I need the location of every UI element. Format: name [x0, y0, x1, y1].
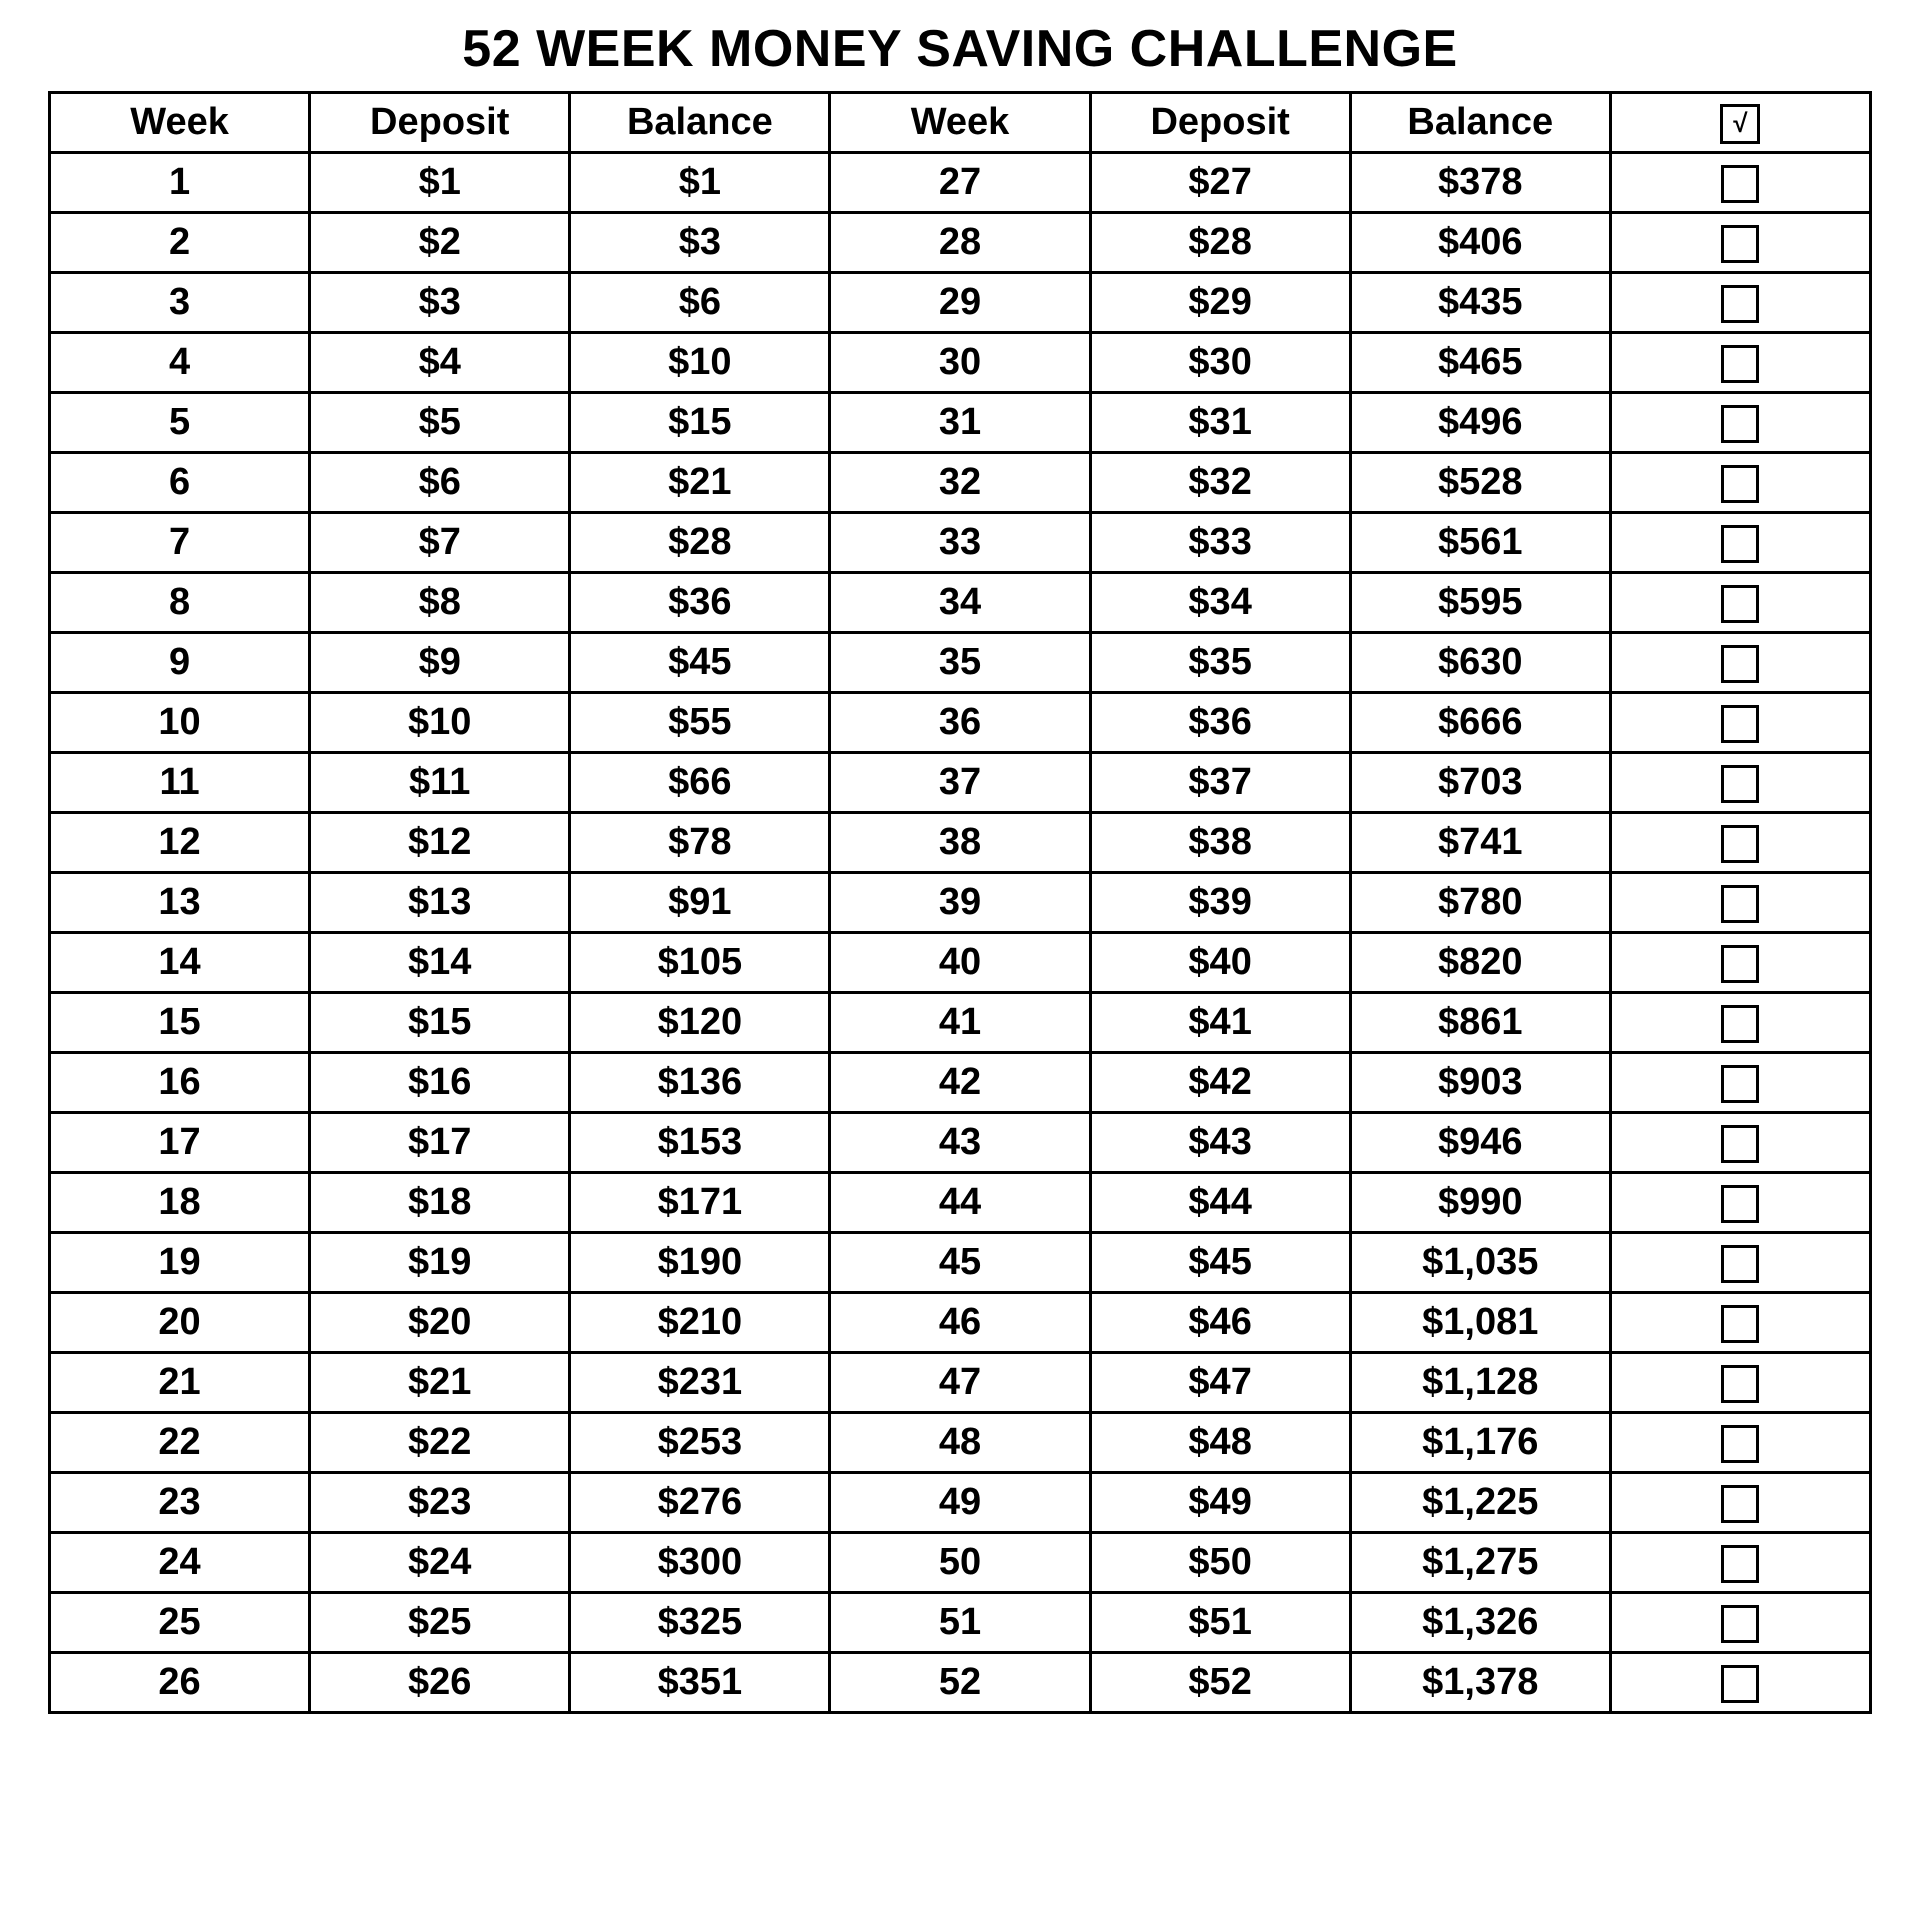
cell-week-2: 32 [830, 452, 1090, 512]
cell-balance-2: $861 [1350, 992, 1610, 1052]
cell-deposit-1: $24 [310, 1532, 570, 1592]
table-row [50, 272, 1871, 332]
cell-week-2: 31 [830, 392, 1090, 452]
cell-check[interactable] [1610, 1352, 1870, 1412]
table-row [50, 1472, 1871, 1532]
cell-week-1: 16 [50, 1052, 310, 1112]
cell-deposit-1: $14 [310, 932, 570, 992]
cell-balance-2: $741 [1350, 812, 1610, 872]
cell-balance-2: $1,225 [1350, 1472, 1610, 1532]
header-deposit-2: Deposit [1090, 92, 1350, 152]
cell-deposit-1: $2 [310, 212, 570, 272]
checkbox-icon[interactable] [1721, 465, 1759, 503]
cell-week-1: 12 [50, 812, 310, 872]
cell-week-1: 26 [50, 1652, 310, 1712]
cell-deposit-2: $51 [1090, 1592, 1350, 1652]
cell-check[interactable] [1610, 752, 1870, 812]
cell-deposit-1: $8 [310, 572, 570, 632]
table-row [50, 1112, 1871, 1172]
cell-check[interactable] [1610, 1112, 1870, 1172]
cell-balance-2: $1,275 [1350, 1532, 1610, 1592]
cell-balance-2: $1,035 [1350, 1232, 1610, 1292]
table-row [50, 632, 1871, 692]
cell-deposit-1: $4 [310, 332, 570, 392]
checkbox-icon[interactable] [1721, 1125, 1759, 1163]
cell-balance-2: $1,081 [1350, 1292, 1610, 1352]
cell-deposit-2: $29 [1090, 272, 1350, 332]
checkbox-icon[interactable] [1721, 285, 1759, 323]
cell-deposit-2: $52 [1090, 1652, 1350, 1712]
header-week-2: Week [830, 92, 1090, 152]
cell-week-2: 36 [830, 692, 1090, 752]
cell-balance-2: $1,326 [1350, 1592, 1610, 1652]
cell-check[interactable] [1610, 932, 1870, 992]
cell-deposit-1: $19 [310, 1232, 570, 1292]
cell-balance-2: $1,378 [1350, 1652, 1610, 1712]
cell-check[interactable] [1610, 1172, 1870, 1232]
checkbox-icon[interactable] [1721, 1065, 1759, 1103]
cell-deposit-1: $17 [310, 1112, 570, 1172]
cell-check[interactable] [1610, 1652, 1870, 1712]
cell-week-1: 8 [50, 572, 310, 632]
table-row [50, 1172, 1871, 1232]
cell-balance-2: $528 [1350, 452, 1610, 512]
cell-check[interactable] [1610, 872, 1870, 932]
cell-deposit-1: $7 [310, 512, 570, 572]
header-balance-1: Balance [570, 92, 830, 152]
table-row [50, 1652, 1871, 1712]
table-row [50, 1292, 1871, 1352]
cell-week-2: 27 [830, 152, 1090, 212]
cell-check[interactable] [1610, 1292, 1870, 1352]
cell-week-1: 5 [50, 392, 310, 452]
table-row [50, 1532, 1871, 1592]
cell-week-1: 1 [50, 152, 310, 212]
cell-week-2: 50 [830, 1532, 1090, 1592]
cell-deposit-2: $37 [1090, 752, 1350, 812]
cell-week-2: 46 [830, 1292, 1090, 1352]
table-row [50, 572, 1871, 632]
cell-deposit-2: $40 [1090, 932, 1350, 992]
table-row [50, 932, 1871, 992]
checkbox-icon[interactable] [1721, 645, 1759, 683]
cell-balance-1: $210 [570, 1292, 830, 1352]
cell-deposit-2: $35 [1090, 632, 1350, 692]
cell-deposit-1: $16 [310, 1052, 570, 1112]
checkbox-icon[interactable] [1721, 525, 1759, 563]
checkbox-icon[interactable] [1721, 225, 1759, 263]
cell-week-1: 23 [50, 1472, 310, 1532]
cell-week-1: 4 [50, 332, 310, 392]
table-row [50, 692, 1871, 752]
cell-deposit-1: $21 [310, 1352, 570, 1412]
cell-deposit-2: $42 [1090, 1052, 1350, 1112]
cell-check[interactable] [1610, 512, 1870, 572]
cell-week-1: 25 [50, 1592, 310, 1652]
cell-week-2: 28 [830, 212, 1090, 272]
cell-deposit-2: $31 [1090, 392, 1350, 452]
cell-balance-2: $780 [1350, 872, 1610, 932]
cell-deposit-2: $39 [1090, 872, 1350, 932]
cell-deposit-1: $1 [310, 152, 570, 212]
cell-week-2: 34 [830, 572, 1090, 632]
cell-week-2: 39 [830, 872, 1090, 932]
cell-week-2: 35 [830, 632, 1090, 692]
cell-balance-2: $820 [1350, 932, 1610, 992]
checkbox-icon[interactable] [1721, 825, 1759, 863]
cell-balance-2: $595 [1350, 572, 1610, 632]
cell-balance-2: $703 [1350, 752, 1610, 812]
cell-deposit-2: $49 [1090, 1472, 1350, 1532]
cell-check[interactable] [1610, 452, 1870, 512]
cell-deposit-2: $38 [1090, 812, 1350, 872]
checkbox-icon[interactable] [1721, 345, 1759, 383]
cell-check[interactable] [1610, 572, 1870, 632]
cell-balance-1: $136 [570, 1052, 830, 1112]
cell-check[interactable] [1610, 392, 1870, 452]
checkbox-icon[interactable] [1721, 945, 1759, 983]
checkbox-icon[interactable] [1721, 1605, 1759, 1643]
cell-week-1: 20 [50, 1292, 310, 1352]
cell-week-2: 33 [830, 512, 1090, 572]
cell-deposit-2: $46 [1090, 1292, 1350, 1352]
cell-week-2: 49 [830, 1472, 1090, 1532]
cell-week-2: 48 [830, 1412, 1090, 1472]
cell-week-1: 3 [50, 272, 310, 332]
cell-week-2: 41 [830, 992, 1090, 1052]
checkbox-icon[interactable] [1721, 885, 1759, 923]
cell-deposit-2: $34 [1090, 572, 1350, 632]
cell-week-1: 19 [50, 1232, 310, 1292]
table-row [50, 1352, 1871, 1412]
cell-balance-1: $153 [570, 1112, 830, 1172]
table-row [50, 512, 1871, 572]
cell-balance-1: $276 [570, 1472, 830, 1532]
cell-deposit-2: $45 [1090, 1232, 1350, 1292]
cell-deposit-2: $36 [1090, 692, 1350, 752]
cell-balance-1: $10 [570, 332, 830, 392]
checkmark-icon: √ [1720, 104, 1760, 144]
cell-balance-1: $66 [570, 752, 830, 812]
cell-week-1: 9 [50, 632, 310, 692]
cell-balance-1: $78 [570, 812, 830, 872]
table-header [50, 92, 1871, 152]
cell-balance-1: $15 [570, 392, 830, 452]
cell-balance-2: $465 [1350, 332, 1610, 392]
header-balance-2: Balance [1350, 92, 1610, 152]
cell-deposit-1: $20 [310, 1292, 570, 1352]
cell-week-1: 24 [50, 1532, 310, 1592]
cell-balance-2: $561 [1350, 512, 1610, 572]
cell-deposit-1: $6 [310, 452, 570, 512]
cell-check[interactable] [1610, 1472, 1870, 1532]
cell-week-2: 30 [830, 332, 1090, 392]
checkbox-icon[interactable] [1721, 1365, 1759, 1403]
checkbox-icon[interactable] [1721, 1485, 1759, 1523]
table-row [50, 992, 1871, 1052]
checkbox-icon[interactable] [1721, 1245, 1759, 1283]
cell-balance-1: $351 [570, 1652, 830, 1712]
cell-deposit-1: $12 [310, 812, 570, 872]
cell-balance-1: $28 [570, 512, 830, 572]
cell-week-1: 10 [50, 692, 310, 752]
cell-balance-2: $666 [1350, 692, 1610, 752]
cell-balance-1: $253 [570, 1412, 830, 1472]
cell-deposit-2: $30 [1090, 332, 1350, 392]
cell-check[interactable] [1610, 632, 1870, 692]
cell-balance-1: $300 [570, 1532, 830, 1592]
table-row [50, 872, 1871, 932]
cell-balance-2: $406 [1350, 212, 1610, 272]
checkbox-icon[interactable] [1721, 1185, 1759, 1223]
checkbox-icon[interactable] [1721, 1425, 1759, 1463]
cell-deposit-1: $5 [310, 392, 570, 452]
cell-balance-1: $36 [570, 572, 830, 632]
cell-balance-2: $1,128 [1350, 1352, 1610, 1412]
cell-balance-2: $378 [1350, 152, 1610, 212]
savings-table [48, 91, 1872, 1714]
header-check [1610, 92, 1870, 152]
cell-balance-2: $1,176 [1350, 1412, 1610, 1472]
cell-week-1: 6 [50, 452, 310, 512]
cell-week-2: 43 [830, 1112, 1090, 1172]
cell-deposit-1: $15 [310, 992, 570, 1052]
cell-deposit-2: $50 [1090, 1532, 1350, 1592]
cell-balance-2: $630 [1350, 632, 1610, 692]
page-title: 52 WEEK MONEY SAVING CHALLENGE [462, 20, 1458, 78]
cell-deposit-2: $43 [1090, 1112, 1350, 1172]
cell-deposit-2: $27 [1090, 152, 1350, 212]
table-row [50, 1232, 1871, 1292]
checkbox-icon[interactable] [1721, 1665, 1759, 1703]
table-row [50, 812, 1871, 872]
cell-deposit-1: $22 [310, 1412, 570, 1472]
cell-check[interactable] [1610, 272, 1870, 332]
checkbox-icon[interactable] [1721, 1545, 1759, 1583]
cell-deposit-2: $48 [1090, 1412, 1350, 1472]
checkbox-icon[interactable] [1721, 765, 1759, 803]
cell-balance-2: $496 [1350, 392, 1610, 452]
cell-deposit-1: $18 [310, 1172, 570, 1232]
table-row [50, 1052, 1871, 1112]
cell-deposit-2: $44 [1090, 1172, 1350, 1232]
cell-balance-1: $3 [570, 212, 830, 272]
cell-check[interactable] [1610, 212, 1870, 272]
cell-week-2: 52 [830, 1652, 1090, 1712]
cell-check[interactable] [1610, 692, 1870, 752]
cell-week-1: 21 [50, 1352, 310, 1412]
table-row [50, 452, 1871, 512]
cell-deposit-1: $10 [310, 692, 570, 752]
cell-balance-1: $45 [570, 632, 830, 692]
cell-deposit-1: $11 [310, 752, 570, 812]
cell-week-1: 18 [50, 1172, 310, 1232]
cell-deposit-2: $33 [1090, 512, 1350, 572]
cell-week-1: 14 [50, 932, 310, 992]
cell-week-2: 37 [830, 752, 1090, 812]
checkbox-icon[interactable] [1721, 585, 1759, 623]
cell-deposit-2: $32 [1090, 452, 1350, 512]
cell-week-1: 15 [50, 992, 310, 1052]
table-body [50, 152, 1871, 1712]
checkbox-icon[interactable] [1721, 1305, 1759, 1343]
cell-week-2: 42 [830, 1052, 1090, 1112]
cell-week-2: 29 [830, 272, 1090, 332]
cell-week-1: 13 [50, 872, 310, 932]
cell-balance-1: $21 [570, 452, 830, 512]
checkbox-icon[interactable] [1721, 1005, 1759, 1043]
cell-check[interactable] [1610, 152, 1870, 212]
checkbox-icon[interactable] [1721, 705, 1759, 743]
cell-balance-1: $6 [570, 272, 830, 332]
cell-check[interactable] [1610, 1412, 1870, 1472]
table-row [50, 392, 1871, 452]
cell-deposit-1: $9 [310, 632, 570, 692]
cell-week-1: 22 [50, 1412, 310, 1472]
cell-balance-1: $325 [570, 1592, 830, 1652]
cell-week-2: 38 [830, 812, 1090, 872]
cell-deposit-1: $26 [310, 1652, 570, 1712]
header-deposit-1: Deposit [310, 92, 570, 152]
cell-week-1: 11 [50, 752, 310, 812]
cell-balance-1: $91 [570, 872, 830, 932]
cell-week-1: 17 [50, 1112, 310, 1172]
cell-week-2: 45 [830, 1232, 1090, 1292]
cell-deposit-1: $25 [310, 1592, 570, 1652]
cell-balance-1: $105 [570, 932, 830, 992]
cell-balance-1: $171 [570, 1172, 830, 1232]
cell-deposit-1: $3 [310, 272, 570, 332]
cell-check[interactable] [1610, 332, 1870, 392]
cell-balance-2: $990 [1350, 1172, 1610, 1232]
cell-deposit-1: $23 [310, 1472, 570, 1532]
cell-balance-1: $55 [570, 692, 830, 752]
cell-balance-1: $231 [570, 1352, 830, 1412]
checkbox-icon[interactable] [1721, 165, 1759, 203]
cell-check[interactable] [1610, 1232, 1870, 1292]
cell-check[interactable] [1610, 992, 1870, 1052]
cell-week-2: 47 [830, 1352, 1090, 1412]
cell-week-1: 2 [50, 212, 310, 272]
cell-balance-1: $120 [570, 992, 830, 1052]
cell-balance-2: $435 [1350, 272, 1610, 332]
table-row [50, 152, 1871, 212]
table-row [50, 332, 1871, 392]
cell-balance-2: $903 [1350, 1052, 1610, 1112]
checkbox-icon[interactable] [1721, 405, 1759, 443]
table-row [50, 1412, 1871, 1472]
cell-week-2: 51 [830, 1592, 1090, 1652]
cell-check[interactable] [1610, 1532, 1870, 1592]
header-row [50, 92, 1871, 152]
cell-deposit-2: $47 [1090, 1352, 1350, 1412]
cell-check[interactable] [1610, 1052, 1870, 1112]
table-row [50, 752, 1871, 812]
cell-balance-2: $946 [1350, 1112, 1610, 1172]
cell-week-1: 7 [50, 512, 310, 572]
cell-balance-1: $1 [570, 152, 830, 212]
table-row [50, 212, 1871, 272]
table-row [50, 1592, 1871, 1652]
header-week-1: Week [50, 92, 310, 152]
cell-balance-1: $190 [570, 1232, 830, 1292]
cell-deposit-2: $41 [1090, 992, 1350, 1052]
cell-deposit-1: $13 [310, 872, 570, 932]
cell-week-2: 44 [830, 1172, 1090, 1232]
cell-deposit-2: $28 [1090, 212, 1350, 272]
cell-check[interactable] [1610, 812, 1870, 872]
cell-check[interactable] [1610, 1592, 1870, 1652]
cell-week-2: 40 [830, 932, 1090, 992]
